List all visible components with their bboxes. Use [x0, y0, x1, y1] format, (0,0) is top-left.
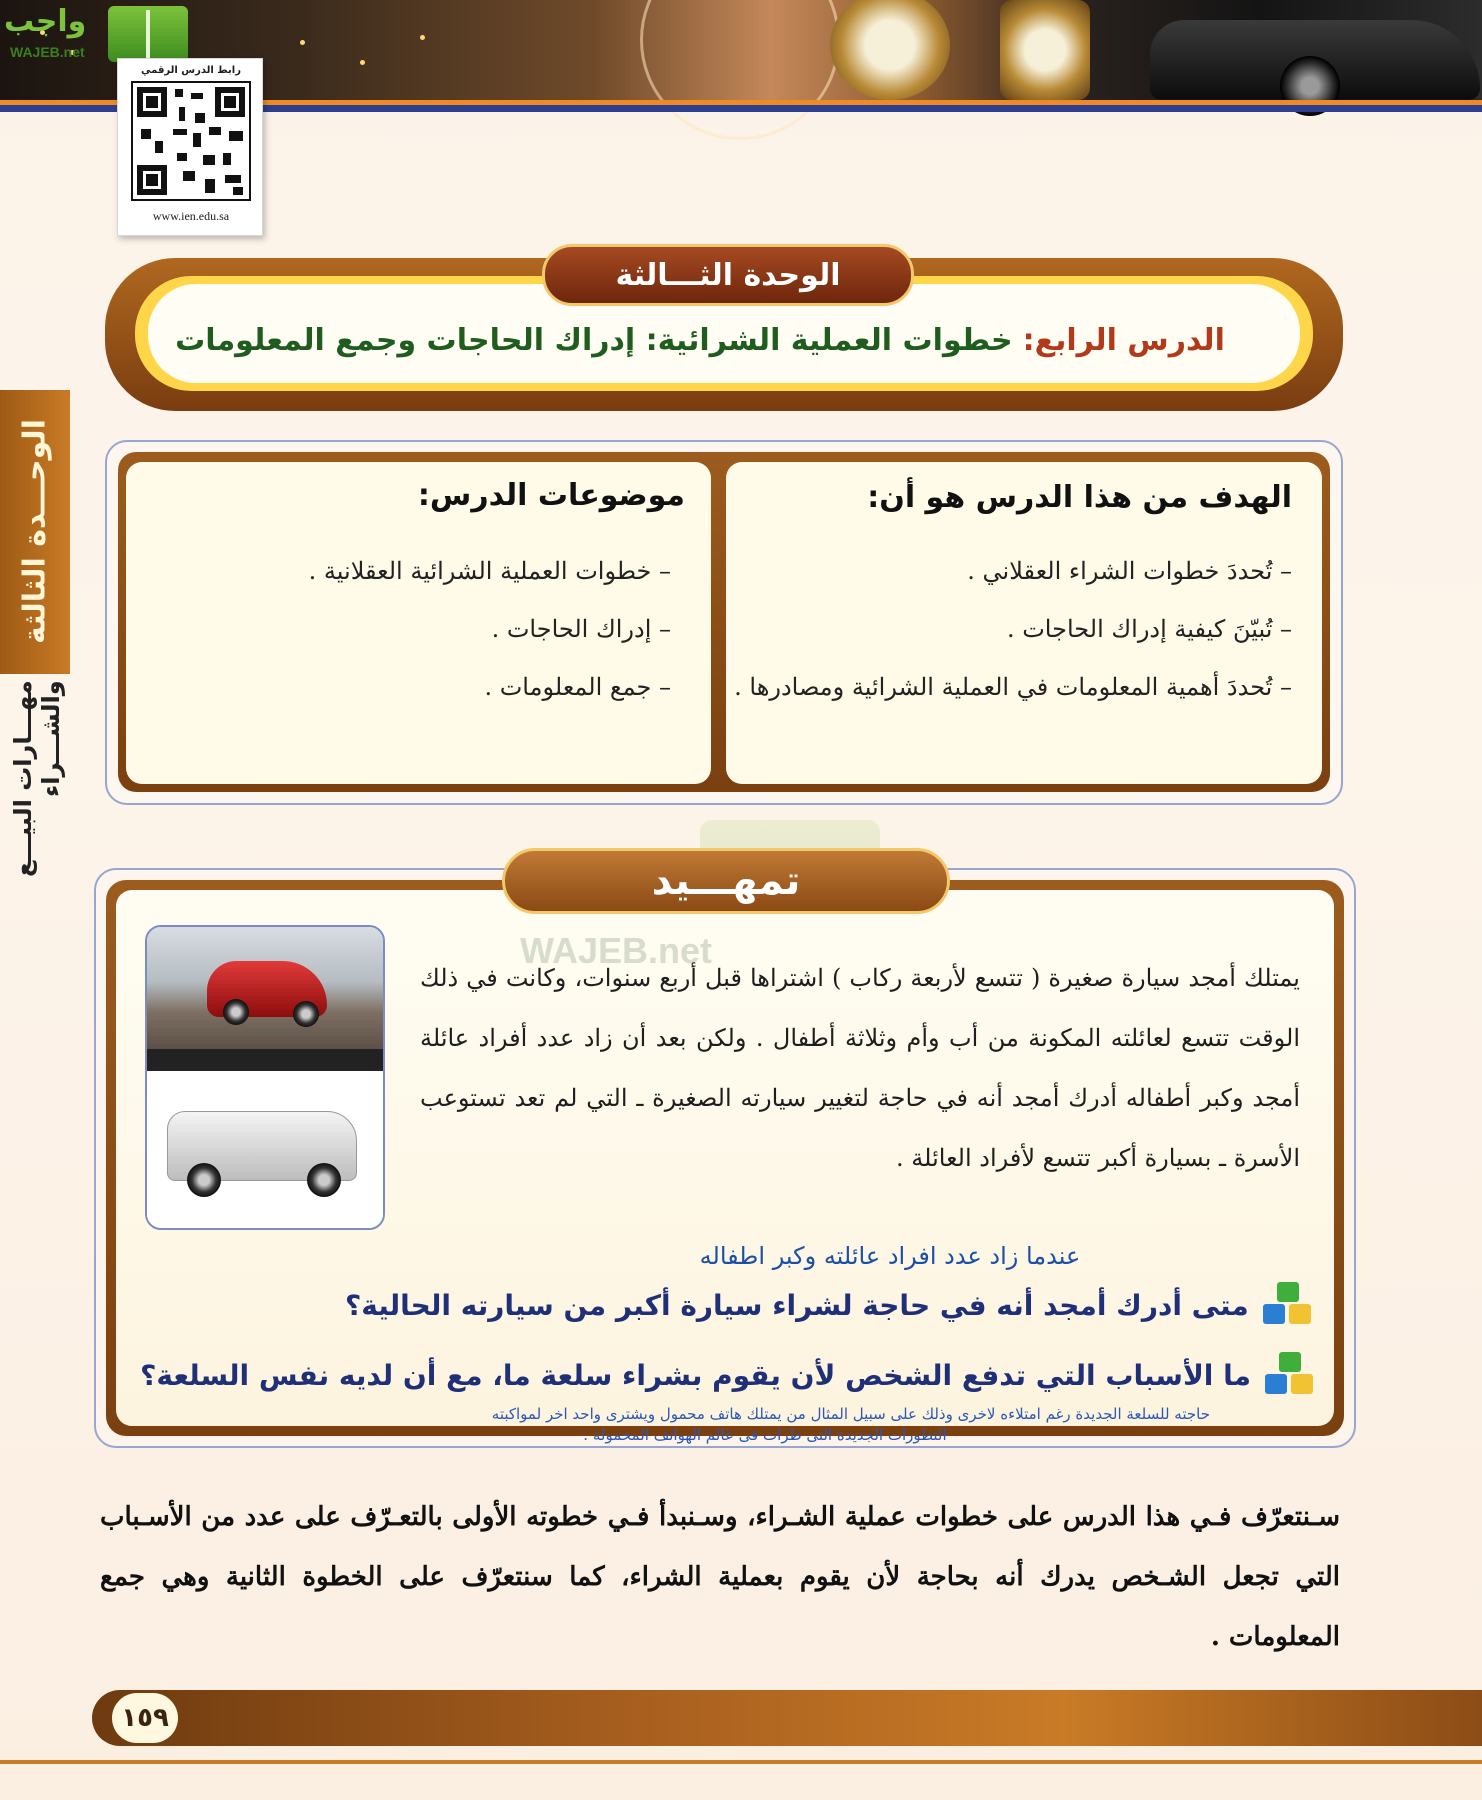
handwritten-answer-line: حاجته للسلعة الجديدة رغم امتلاءه لاخرى وذلك على سبيل المثال من يمتلك هاتف محمول ويشترى واحد اخر لمواكبته: [491, 1405, 1210, 1423]
qr-title: رابط الدرس الرقمي: [141, 65, 241, 76]
handwritten-answer: عندما زاد عدد افراد عائلته وكبر اطفاله: [699, 1242, 1081, 1270]
side-tab-subject-label: مهـــارات البيـــع والشـــراء: [9, 680, 65, 877]
white-truck-photo: [147, 1071, 385, 1230]
lesson-title: [160, 312, 1240, 368]
list-item: – تُحددَ خطوات الشراء العقلاني .: [967, 557, 1292, 585]
handwritten-answer: [320, 1404, 1210, 1446]
objectives-heading: الهدف من هذا الدرس هو أن:: [867, 480, 1292, 515]
watermark-latin: WAJEB.net: [10, 44, 85, 60]
topics-list: [151, 542, 671, 716]
list-item: – تُبيّنَ كيفية إدراك الحاجات .: [1006, 615, 1292, 643]
question-text: متى أدرك أمجد أنه في حاجة لشراء سيارة أكبر من سيارته الحالية؟: [345, 1288, 1249, 1322]
lesson-title-text: خطوات العملية الشرائية: إدراك الحاجات وجمع المعلومات: [175, 322, 1013, 358]
car-wheel: [223, 999, 249, 1025]
watermark-book-icon: [108, 6, 188, 62]
closing-paragraph: سـنتعرّف فـي هذا الدرس على خطوات عملية الشـراء، وسـنبدأ فـي خطوته الأولى بالتعـرّف على عدد من الأسـباب التي تجعل الشـخص يدرك أنه بحاجة لأن يقوم بعملية الشراء، كما سنتعرّف على الخطوة الثانية وهي جمع المعلومات .: [100, 1502, 1340, 1652]
lesson-label: الدرس الرابع:: [1022, 322, 1225, 358]
objectives-list: [732, 542, 1292, 716]
city-light: [300, 40, 305, 45]
page-number: ١٥٩: [112, 1693, 178, 1743]
watch-image: [830, 0, 950, 100]
topics-panel: [126, 462, 711, 784]
list-item: – خطوات العملية الشرائية العقلانية .: [308, 557, 671, 585]
watermark-latin: WAJEB.net: [520, 930, 713, 971]
city-light: [420, 35, 425, 40]
qr-url[interactable]: www.ien.edu.sa: [152, 209, 230, 223]
list-item: – تُحددَ أهمية المعلومات في العملية الشرائية ومصادرها .: [734, 673, 1292, 701]
objectives-panel: [726, 462, 1322, 784]
topics-heading: موضوعات الدرس:: [417, 478, 685, 513]
question-text: ما الأسباب التي تدفع الشخص لأن يقوم بشراء سلعة ما، مع أن لديه نفس السلعة؟: [140, 1358, 1251, 1392]
handwritten-answer-line: التطورات الجديدة التى طرات فى عالم الهواتف المحمولة .: [583, 1426, 947, 1444]
red-car-photo: [147, 927, 385, 1049]
question-1: [345, 1282, 1265, 1328]
cubes-icon: [1263, 1282, 1265, 1328]
car-wheel: [187, 1163, 221, 1197]
watermark-arabic: واجب: [4, 4, 87, 39]
side-tab-unit-label: الوحـــدة الثالثة: [17, 419, 53, 645]
photo-divider: [147, 1049, 385, 1071]
car-wheel: [293, 1001, 319, 1027]
footer-band: [92, 1690, 1482, 1746]
intro-title-badge: تمهـــيد: [502, 848, 950, 914]
decorative-circle: [640, 0, 840, 140]
footer-line: [0, 1760, 1482, 1764]
list-item: – جمع المعلومات .: [484, 673, 671, 701]
qr-card[interactable]: [117, 58, 263, 236]
car-wheel: [307, 1163, 341, 1197]
qr-code-icon[interactable]: [131, 81, 251, 201]
intro-paragraph: يمتلك أمجد سيارة صغيرة ( تتسع لأربعة ركاب ) اشتراها قبل أربع سنوات، وكانت في ذلك الوقت تتسع لعائلته المكونة من أب وأم وثلاثة أطفال . ولكن بعد أن زاد عدد أفراد عائلة أمجد وكبر أطفاله أدرك أمجد أنه في حاجة لتغيير سيارته الصغيرة ـ التي لم تعد تستوعب الأسرة ـ بسيارة أكبر تتسع لأفراد العائلة .: [420, 964, 1300, 1172]
city-light: [360, 60, 365, 65]
question-2: [140, 1352, 1265, 1398]
gold-ornament-image: [1000, 0, 1090, 100]
unit-title-badge: الوحدة الثـــالثة: [542, 244, 914, 306]
list-item: – إدراك الحاجات .: [491, 615, 671, 643]
car-photos: [145, 925, 385, 1230]
